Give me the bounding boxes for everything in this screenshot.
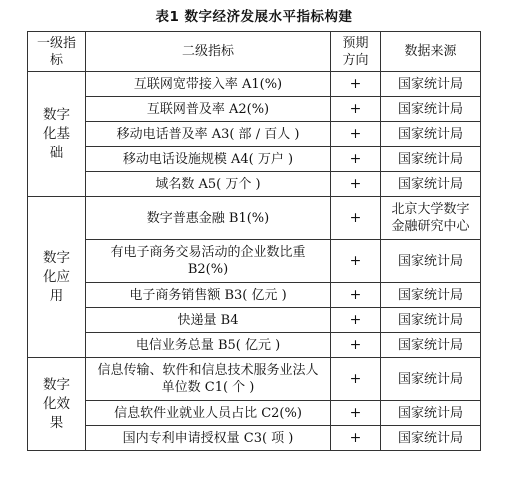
source-cell: 国家统计局 <box>381 122 481 147</box>
indicator-cell: 信息传输、软件和信息技术服务业法人单位数 C1( 个 ) <box>86 358 331 401</box>
table-row <box>28 283 481 308</box>
indicator-cell: 域名数 A5( 万个 ) <box>86 172 331 197</box>
table-row <box>28 240 481 283</box>
indicator-cell: 电子商务销售额 B3( 亿元 ) <box>86 283 331 308</box>
table-caption: 表1 数字经济发展水平指标构建 <box>155 9 353 25</box>
header-source: 数据来源 <box>381 32 481 72</box>
table-row <box>28 308 481 333</box>
direction-cell: + <box>331 426 381 451</box>
direction-cell: + <box>331 333 381 358</box>
indicator-cell: 数字普惠金融 B1(%) <box>86 197 331 240</box>
direction-cell: + <box>331 97 381 122</box>
source-cell: 国家统计局 <box>381 172 481 197</box>
source-cell: 北京大学数字金融研究中心 <box>381 197 481 240</box>
indicator-cell: 互联网宽带接入率 A1(%) <box>86 72 331 97</box>
table-row <box>28 72 481 97</box>
indicator-table <box>27 31 481 451</box>
table-row <box>28 401 481 426</box>
direction-cell: + <box>331 283 381 308</box>
indicator-cell: 有电子商务交易活动的企业数比重 B2(%) <box>86 240 331 283</box>
direction-cell: + <box>331 172 381 197</box>
source-cell: 国家统计局 <box>381 97 481 122</box>
header-level2: 二级指标 <box>86 32 331 72</box>
direction-cell: + <box>331 401 381 426</box>
category-cell: 数字化应用 <box>28 197 86 358</box>
table-row <box>28 97 481 122</box>
direction-cell: + <box>331 72 381 97</box>
indicator-cell: 信息软件业就业人员占比 C2(%) <box>86 401 331 426</box>
direction-cell: + <box>331 308 381 333</box>
source-cell: 国家统计局 <box>381 401 481 426</box>
header-row <box>28 32 481 72</box>
category-cell: 数字化效果 <box>28 358 86 451</box>
indicator-cell: 移动电话设施规模 A4( 万户 ) <box>86 147 331 172</box>
source-cell: 国家统计局 <box>381 72 481 97</box>
source-cell: 国家统计局 <box>381 426 481 451</box>
table-row <box>28 358 481 401</box>
source-cell: 国家统计局 <box>381 333 481 358</box>
header-direction: 预期方向 <box>331 32 381 72</box>
direction-cell: + <box>331 240 381 283</box>
header-level1: 一级指标 <box>28 32 86 72</box>
source-cell: 国家统计局 <box>381 308 481 333</box>
source-cell: 国家统计局 <box>381 358 481 401</box>
source-cell: 国家统计局 <box>381 147 481 172</box>
indicator-cell: 移动电话普及率 A3( 部 / 百人 ) <box>86 122 331 147</box>
table-row <box>28 333 481 358</box>
direction-cell: + <box>331 197 381 240</box>
indicator-cell: 快递量 B4 <box>86 308 331 333</box>
table-row <box>28 122 481 147</box>
direction-cell: + <box>331 147 381 172</box>
source-cell: 国家统计局 <box>381 240 481 283</box>
category-cell: 数字化基础 <box>28 72 86 197</box>
indicator-cell: 国内专利申请授权量 C3( 项 ) <box>86 426 331 451</box>
direction-cell: + <box>331 122 381 147</box>
table-row <box>28 426 481 451</box>
source-cell: 国家统计局 <box>381 283 481 308</box>
indicator-cell: 电信业务总量 B5( 亿元 ) <box>86 333 331 358</box>
table-row <box>28 147 481 172</box>
direction-cell: + <box>331 358 381 401</box>
table-row <box>28 197 481 240</box>
indicator-cell: 互联网普及率 A2(%) <box>86 97 331 122</box>
table-row <box>28 172 481 197</box>
